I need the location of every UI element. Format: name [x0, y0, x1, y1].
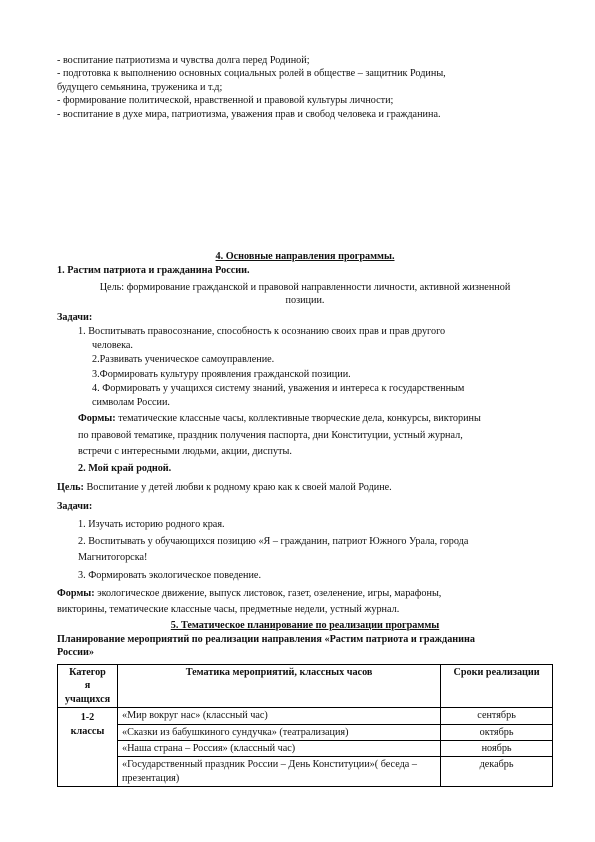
intro-bullet-4: - воспитание в духе мира, патриотизма, уважения прав и свобод человека и гражданина.: [57, 109, 441, 120]
header-topic: Тематика мероприятий, классных часов: [117, 665, 440, 708]
intro-bullet-2: - подготовка к выполнению основных социальных ролей в обществе – защитник Родины,: [57, 68, 446, 79]
forms-label: Формы:: [78, 413, 116, 424]
goal-2-label: Цель:: [57, 482, 84, 493]
task-2-2-line-2: Магнитогорска!: [78, 552, 148, 563]
goal-2: [57, 481, 392, 495]
header-category: Категор я учащихся: [58, 665, 118, 708]
term-cell: сентябрь: [441, 708, 553, 724]
topic-cell: «Сказки из бабушкиного сундучка» (театрализация): [117, 724, 440, 740]
section-5-subtitle-line-2: России»: [57, 647, 94, 658]
section-5-subtitle-line-1: Планирование мероприятий по реализации направления «Растим патриота и гражданина: [57, 634, 476, 645]
forms-2-label: Формы:: [57, 588, 95, 599]
direction-1-title: 1. Растим патриота и гражданина России.: [57, 265, 250, 276]
forms-2-line-1: [57, 587, 441, 601]
forms-1-line-3: встречи с интересными людьми, акции, диспуты.: [78, 446, 292, 457]
goal-2-text: Воспитание у детей любви к родному краю как к своей малой Родине.: [83, 482, 392, 493]
table-row: [58, 724, 553, 740]
task-2-3: 3. Формировать экологическое поведение.: [78, 570, 262, 581]
table-row: [58, 757, 553, 787]
table-header-row: [58, 665, 553, 708]
topic-cell: «Государственный праздник России – День Конституции»( беседа – презентация): [117, 757, 440, 787]
tasks-2-label: Задачи:: [57, 501, 93, 512]
task-2: 2.Развивать ученическое самоуправление.: [92, 354, 275, 365]
table-row: [58, 708, 553, 724]
term-cell: октябрь: [441, 724, 553, 740]
tasks-label: Задачи:: [57, 312, 93, 323]
term-cell: декабрь: [441, 757, 553, 787]
forms-text: тематические классные часы, коллективные творческие дела, конкурсы, викторины: [115, 413, 481, 424]
direction-2-title: 2. Мой край родной.: [78, 463, 172, 474]
forms-2-text: экологическое движение, выпуск листовок, газет, озеленение, игры, марафоны,: [94, 588, 442, 599]
task-1-line-1: 1. Воспитывать правосознание, способность к осознанию своих прав и прав другого: [78, 326, 446, 337]
table-row: [58, 741, 553, 757]
goal-1-line-2: позиции.: [285, 295, 325, 306]
task-3: 3.Формировать культуру проявления гражданской позиции.: [92, 369, 351, 380]
task-1-line-2: человека.: [92, 340, 133, 351]
topic-cell: «Наша страна – Россия» (классный час): [117, 741, 440, 757]
intro-bullet-3: - формирование политической, нравственной и правовой культуры личности;: [57, 95, 394, 106]
forms-1-line-1: [78, 412, 481, 426]
task-2-1: 1. Изучать историю родного края.: [78, 519, 225, 530]
section-5-title: 5. Тематическое планирование по реализации программы: [170, 620, 440, 631]
topic-cell: «Мир вокруг нас» (классный час): [117, 708, 440, 724]
intro-bullet-2-cont: будущего семьянина, труженика и т.д;: [57, 82, 223, 93]
plan-table: [57, 664, 553, 787]
task-2-2-line-1: 2. Воспитывать у обучающихся позицию «Я – гражданин, патриот Южного Урала, города: [78, 536, 469, 547]
term-cell: ноябрь: [441, 741, 553, 757]
group-cell: 1-2 классы: [58, 708, 118, 787]
goal-1-line-1: Цель: формирование гражданской и правовой направленности личности, активной жизненной: [99, 282, 511, 293]
forms-1-line-2: по правовой тематике, праздник получения паспорта, дни Конституции, устный журнал,: [78, 430, 463, 441]
task-4-line-2: символам России.: [92, 397, 170, 408]
intro-bullet-1: - воспитание патриотизма и чувства долга перед Родиной;: [57, 55, 310, 66]
task-4-line-1: 4. Формировать у учащихся систему знаний, уважения и интереса к государственным: [92, 383, 465, 394]
header-term: Сроки реализации: [441, 665, 553, 708]
forms-2-line-2: викторины, тематические классные часы, предметные недели, устный журнал.: [57, 604, 400, 615]
section-title: 4. Основные направления программы.: [215, 251, 395, 262]
